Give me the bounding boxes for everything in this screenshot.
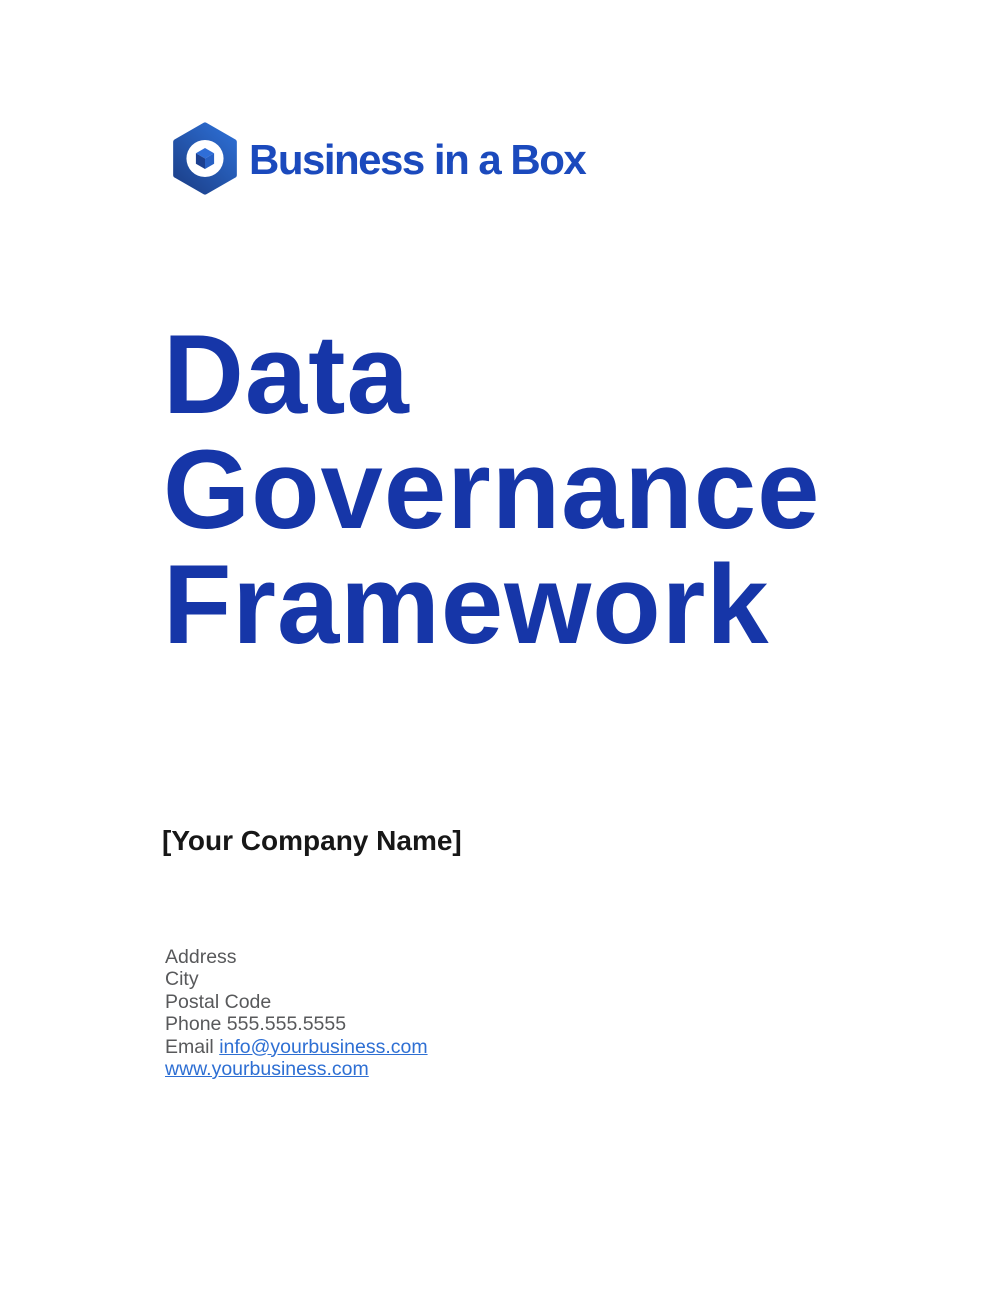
website-link[interactable]: www.yourbusiness.com [165,1058,369,1081]
email-link[interactable]: info@yourbusiness.com [219,1035,428,1058]
contact-block [165,946,428,1080]
contact-city: City [165,968,199,991]
contact-phone: Phone 555.555.5555 [165,1013,347,1036]
contact-email-line [165,1036,428,1058]
title-line-1: Data [163,312,410,437]
document-title [163,312,821,667]
contact-postal-code: Postal Code [165,990,272,1013]
title-line-3: Framework [163,542,770,667]
hexagon-cube-icon [170,122,240,195]
contact-address: Address [165,946,237,968]
brand-logo [170,122,585,195]
email-label: Email [165,1035,214,1058]
brand-wordmark: Business in a Box [249,135,586,183]
title-line-2: Governance [163,427,821,552]
contact-website-line [165,1058,428,1080]
company-name: [Your Company Name] [162,825,462,856]
